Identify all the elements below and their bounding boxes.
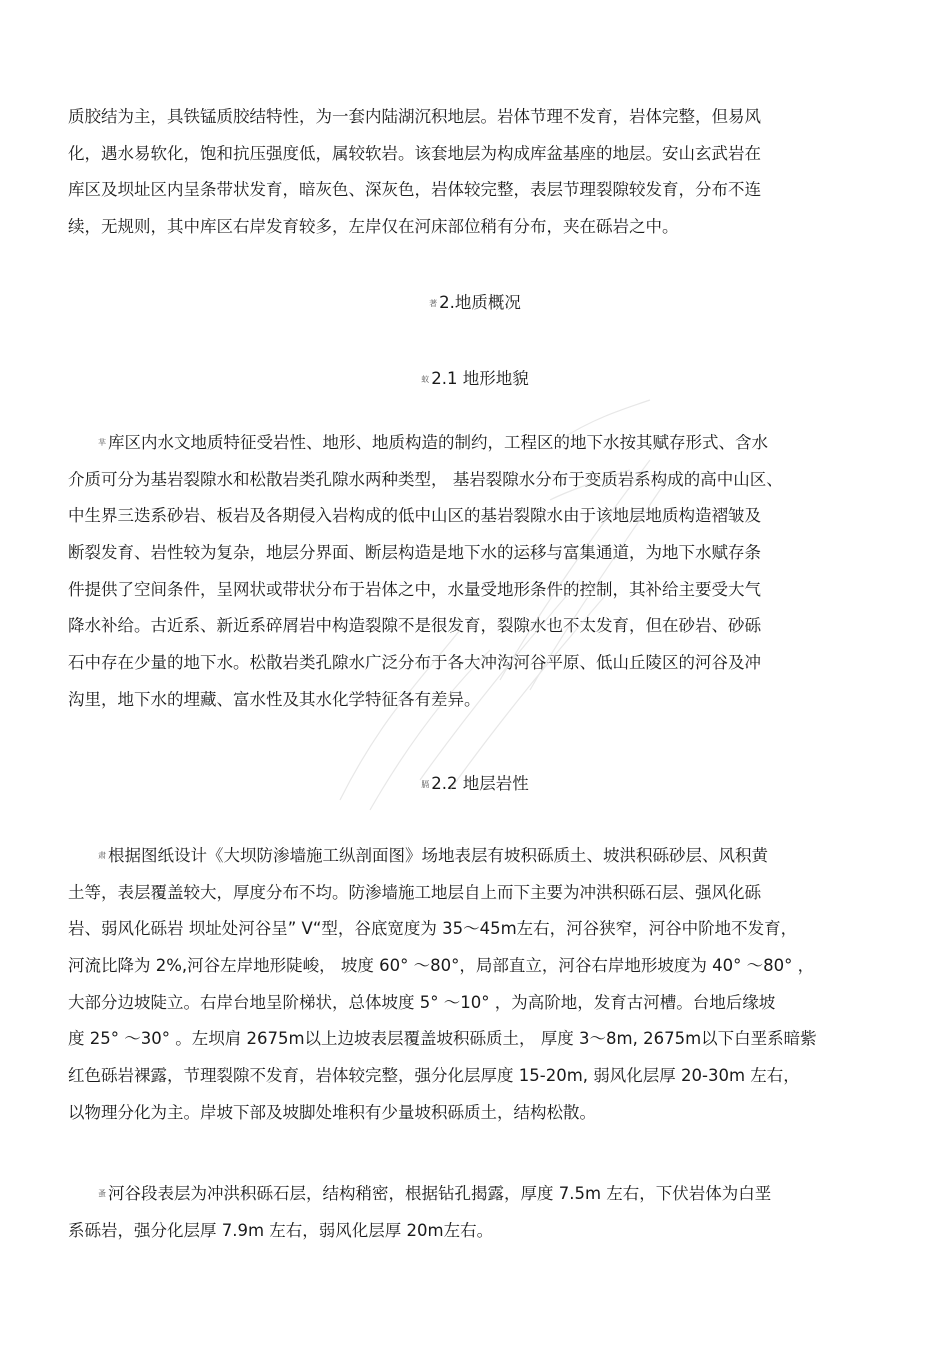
paragraph-text: 库区内水文地质特征受岩性、地形、地质构造的制约，工程区的地下水按其赋存形式、含水	[108, 433, 768, 452]
paragraph-line	[68, 425, 880, 462]
intro-paragraph	[68, 99, 880, 246]
heading-text: 2.2 地层岩性	[431, 774, 529, 793]
paragraph-line: 系砾岩，强分化层厚 7.9m 左右，弱风化层厚 20m左右。	[68, 1220, 494, 1240]
paragraph-line: 岩、弱风化砾岩 坝址处河谷呈” V“型，谷底宽度为 35～45m左右，河谷狭窄，河谷中阶地不发育，	[68, 919, 798, 939]
valley-section-paragraph	[68, 1176, 880, 1249]
paragraph-line: 沟里，地下水的埋藏、富水性及其水化学特征各有差异。	[68, 689, 481, 709]
paragraph-line: 以物理分化为主。岸坡下部及坡脚处堆积有少量坡积砾质土，结构松散。	[68, 1102, 596, 1122]
heading-mark: 膈	[421, 779, 430, 789]
paragraph-line: 红色砾岩裸露，节理裂隙不发育，岩体较完整，强分化层厚度 15-20m, 弱风化层厚 20-30m 左右，	[68, 1066, 800, 1086]
section-heading-2-1	[0, 367, 950, 392]
section-heading-2	[0, 291, 950, 316]
heading-mark: 著	[429, 298, 438, 308]
paragraph-mark: 芈	[98, 438, 106, 448]
paragraph-text: 河谷段表层为冲洪积砾石层，结构稍密，根据钻孔揭露，厚度 7.5m 左右，下伏岩体为白垩	[108, 1184, 772, 1203]
paragraph-line: 件提供了空间条件，呈网状或带状分布于岩体之中，水量受地形条件的控制，其补给主要受大气	[68, 579, 761, 599]
paragraph-mark: 蚤	[98, 1189, 106, 1199]
paragraph-line: 断裂发育、岩性较为复杂，地层分界面、断层构造是地下水的运移与富集通道，为地下水赋存条	[68, 543, 761, 563]
paragraph-line: 土等，表层覆盖较大，厚度分布不均。防渗墙施工地层自上而下主要为冲洪积砾石层、强风化砾	[68, 882, 761, 902]
paragraph-line: 中生界三迭系砂岩、板岩及各期侵入岩构成的低中山区的基岩裂隙水由于该地层地质构造褶皱及	[68, 506, 761, 526]
paragraph-line: 河流比降为 2%,河谷左岸地形陡峻， 坡度 60° ～80°，局部直立，河谷右岸地形坡度为 40° ～80° ，	[68, 956, 815, 976]
paragraph-line: 降水补给。古近系、新近系碎屑岩中构造裂隙不是很发育，裂隙水也不太发育，但在砂岩、砂砾	[68, 616, 761, 636]
heading-text: 2.地质概况	[439, 293, 521, 312]
paragraph-line	[68, 838, 880, 875]
paragraph-line: 续，无规则，其中库区右岸发育较多，左岸仅在河床部位稍有分布，夹在砾岩之中。	[68, 217, 679, 237]
stratigraphy-paragraph	[68, 838, 880, 1132]
section-heading-2-2	[0, 772, 950, 797]
paragraph-text: 根据图纸设计《大坝防渗墙施工纵剖面图》场地表层有坡积砾质土、坡洪积砾砂层、风积黄	[108, 846, 768, 865]
paragraph-line: 库区及坝址区内呈条带状发育，暗灰色、深灰色，岩体较完整，表层节理裂隙较发育，分布不连	[68, 180, 761, 200]
paragraph-line: 质胶结为主，具铁锰质胶结特性，为一套内陆湖沉积地层。岩体节理不发育，岩体完整，但易风	[68, 107, 761, 126]
paragraph-line	[68, 1176, 880, 1213]
heading-mark: 蚁	[421, 374, 430, 384]
paragraph-mark: 肃	[98, 851, 106, 861]
hydrogeology-paragraph	[68, 425, 880, 719]
heading-text: 2.1 地形地貌	[431, 369, 529, 388]
paragraph-line: 度 25° ～30° 。左坝肩 2675m以上边坡表层覆盖坡积砾质土， 厚度 3～8m, 2675m以下白垩系暗紫	[68, 1029, 817, 1049]
paragraph-line: 介质可分为基岩裂隙水和松散岩类孔隙水两种类型， 基岩裂隙水分布于变质岩系构成的高中山区、	[68, 469, 783, 489]
paragraph-line: 化，遇水易软化，饱和抗压强度低，属较软岩。该套地层为构成库盆基座的地层。安山玄武岩在	[68, 143, 761, 163]
paragraph-line: 石中存在少量的地下水。松散岩类孔隙水广泛分布于各大冲沟河谷平原、低山丘陵区的河谷及冲	[68, 653, 761, 673]
paragraph-line: 大部分边坡陡立。右岸台地呈阶梯状，总体坡度 5° ～10° ，为高阶地，发育古河槽。台地后缘坡	[68, 992, 776, 1012]
